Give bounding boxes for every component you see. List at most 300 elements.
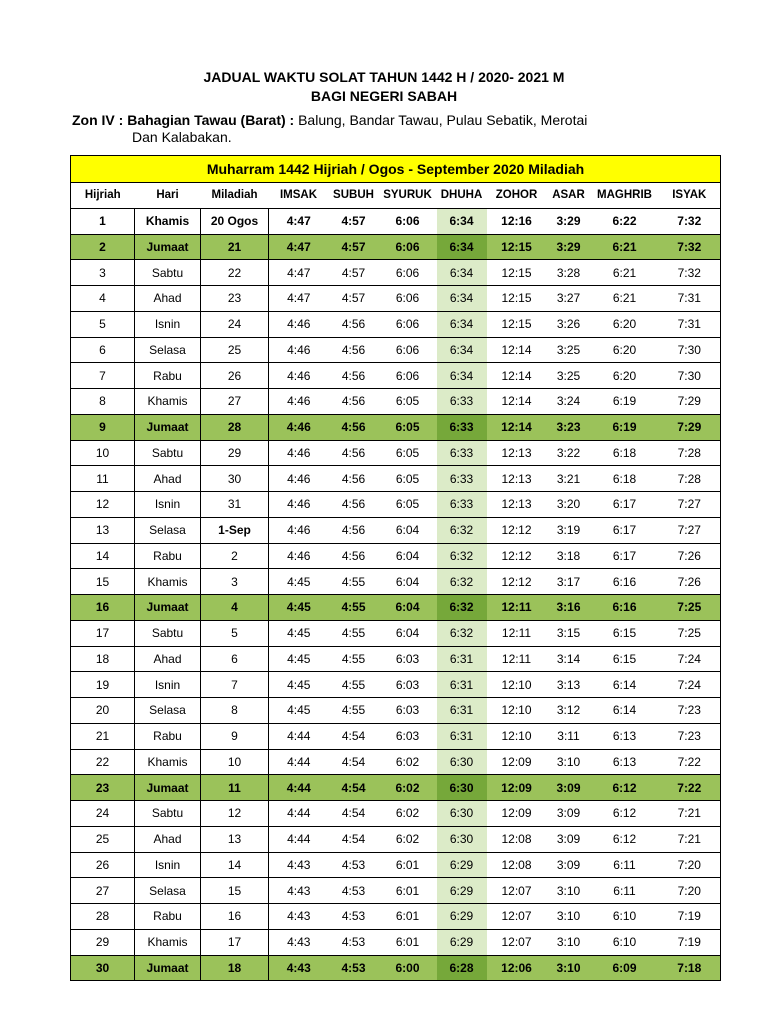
table-row	[71, 286, 721, 312]
table-cell: 5	[201, 620, 269, 646]
table-row	[71, 878, 721, 904]
table-cell: 3:25	[547, 363, 591, 389]
table-cell: 4:54	[329, 826, 379, 852]
column-header: Miladiah	[201, 183, 269, 209]
table-cell: 12:11	[487, 646, 547, 672]
table-cell: 6:34	[437, 363, 487, 389]
table-cell: 8	[71, 389, 135, 415]
table-cell: 6:20	[591, 363, 659, 389]
table-cell: 4:54	[329, 775, 379, 801]
table-cell: Selasa	[135, 337, 201, 363]
column-header: IMSAK	[269, 183, 329, 209]
table-cell: 6:16	[591, 569, 659, 595]
zone-places: Balung, Bandar Tawau, Pulau Sebatik, Merotai	[294, 112, 588, 128]
table-cell: 6:13	[591, 723, 659, 749]
table-cell: 6:02	[379, 801, 437, 827]
table-cell: 4:53	[329, 852, 379, 878]
table-cell: 9	[71, 414, 135, 440]
table-cell: 3:28	[547, 260, 591, 286]
table-cell: 4:45	[269, 672, 329, 698]
table-cell: 6:15	[591, 620, 659, 646]
table-cell: 6:34	[437, 260, 487, 286]
table-cell: 3:19	[547, 517, 591, 543]
table-cell: 6:33	[437, 466, 487, 492]
table-cell: 6:18	[591, 440, 659, 466]
table-cell: 6:04	[379, 569, 437, 595]
table-cell: 6:17	[591, 543, 659, 569]
table-row	[71, 801, 721, 827]
table-cell: 6:29	[437, 878, 487, 904]
table-cell: 4:47	[269, 286, 329, 312]
table-cell: 6:33	[437, 492, 487, 518]
table-cell: 7:29	[659, 414, 721, 440]
table-cell: Jumaat	[135, 955, 201, 981]
table-cell: 6:04	[379, 517, 437, 543]
table-cell: 3:13	[547, 672, 591, 698]
table-row	[71, 543, 721, 569]
table-cell: 6:21	[591, 286, 659, 312]
table-cell: 4:46	[269, 389, 329, 415]
table-cell: 6:09	[591, 955, 659, 981]
table-row	[71, 775, 721, 801]
table-row	[71, 414, 721, 440]
table-cell: 4:46	[269, 440, 329, 466]
table-cell: 4:46	[269, 363, 329, 389]
table-cell: Isnin	[135, 492, 201, 518]
table-cell: 4:45	[269, 620, 329, 646]
table-cell: 4:55	[329, 595, 379, 621]
table-cell: 7:31	[659, 311, 721, 337]
table-cell: 7:19	[659, 904, 721, 930]
table-cell: 6:04	[379, 595, 437, 621]
table-cell: 6:05	[379, 389, 437, 415]
table-cell: 6:34	[437, 337, 487, 363]
table-cell: 6:10	[591, 929, 659, 955]
table-cell: 4:44	[269, 775, 329, 801]
table-cell: 9	[201, 723, 269, 749]
table-cell: 12:13	[487, 492, 547, 518]
prayer-times-table	[70, 155, 721, 981]
table-cell: 4:43	[269, 878, 329, 904]
table-cell: 4:46	[269, 466, 329, 492]
table-cell: 6:02	[379, 826, 437, 852]
table-cell: 3:25	[547, 337, 591, 363]
table-cell: 6:06	[379, 286, 437, 312]
table-cell: 22	[71, 749, 135, 775]
table-cell: 7:29	[659, 389, 721, 415]
table-cell: 6:12	[591, 826, 659, 852]
table-cell: 4:57	[329, 260, 379, 286]
table-cell: 12:14	[487, 389, 547, 415]
table-cell: 4:57	[329, 234, 379, 260]
table-cell: 6:30	[437, 826, 487, 852]
table-cell: 6:34	[437, 311, 487, 337]
table-cell: 4:56	[329, 337, 379, 363]
table-cell: Rabu	[135, 363, 201, 389]
table-cell: 12:12	[487, 569, 547, 595]
table-cell: 6:01	[379, 878, 437, 904]
table-cell: 6:20	[591, 311, 659, 337]
table-cell: 6:31	[437, 698, 487, 724]
table-cell: 7:30	[659, 363, 721, 389]
table-row	[71, 826, 721, 852]
table-cell: 27	[71, 878, 135, 904]
table-cell: 12:12	[487, 517, 547, 543]
table-cell: 6:33	[437, 389, 487, 415]
table-cell: 19	[71, 672, 135, 698]
table-cell: 4:56	[329, 466, 379, 492]
table-cell: Khamis	[135, 749, 201, 775]
table-cell: 4	[201, 595, 269, 621]
table-cell: 11	[71, 466, 135, 492]
table-row	[71, 749, 721, 775]
table-row	[71, 620, 721, 646]
column-header: ISYAK	[659, 183, 721, 209]
table-cell: 12:07	[487, 929, 547, 955]
column-header-row	[71, 183, 721, 209]
table-cell: Ahad	[135, 646, 201, 672]
table-row	[71, 234, 721, 260]
table-cell: 14	[201, 852, 269, 878]
table-cell: 29	[201, 440, 269, 466]
column-header: SUBUH	[329, 183, 379, 209]
table-row	[71, 955, 721, 981]
table-cell: 4:43	[269, 904, 329, 930]
table-cell: 6:01	[379, 904, 437, 930]
table-cell: 7:25	[659, 620, 721, 646]
table-cell: Selasa	[135, 878, 201, 904]
table-cell: Jumaat	[135, 775, 201, 801]
table-cell: 4:44	[269, 723, 329, 749]
table-cell: 7:27	[659, 492, 721, 518]
table-cell: 6:04	[379, 543, 437, 569]
table-cell: 23	[71, 775, 135, 801]
table-cell: 7:26	[659, 569, 721, 595]
table-cell: Jumaat	[135, 595, 201, 621]
table-row	[71, 260, 721, 286]
table-cell: 31	[201, 492, 269, 518]
table-cell: 6:32	[437, 543, 487, 569]
table-cell: 6:03	[379, 723, 437, 749]
table-cell: Sabtu	[135, 260, 201, 286]
table-cell: 17	[201, 929, 269, 955]
table-cell: Sabtu	[135, 440, 201, 466]
table-cell: 6:33	[437, 440, 487, 466]
table-row	[71, 208, 721, 234]
table-cell: 12:12	[487, 543, 547, 569]
table-cell: 12:10	[487, 723, 547, 749]
table-cell: 13	[201, 826, 269, 852]
table-cell: 21	[71, 723, 135, 749]
table-cell: 10	[71, 440, 135, 466]
table-cell: 12:15	[487, 311, 547, 337]
table-cell: 6	[201, 646, 269, 672]
column-header: ASAR	[547, 183, 591, 209]
table-cell: 4:44	[269, 749, 329, 775]
table-cell: 4:57	[329, 208, 379, 234]
table-cell: 7:19	[659, 929, 721, 955]
table-cell: 3:22	[547, 440, 591, 466]
table-cell: 6:29	[437, 904, 487, 930]
table-cell: 7:23	[659, 698, 721, 724]
table-cell: 3:09	[547, 826, 591, 852]
table-cell: 4:43	[269, 852, 329, 878]
table-cell: 2	[201, 543, 269, 569]
table-cell: Ahad	[135, 826, 201, 852]
table-cell: Isnin	[135, 311, 201, 337]
table-cell: 4:56	[329, 363, 379, 389]
table-cell: 4:45	[269, 646, 329, 672]
table-cell: 6:10	[591, 904, 659, 930]
table-cell: Ahad	[135, 286, 201, 312]
table-cell: 4:46	[269, 414, 329, 440]
table-cell: 6:31	[437, 646, 487, 672]
table-row	[71, 723, 721, 749]
table-cell: 4:46	[269, 311, 329, 337]
table-cell: Selasa	[135, 517, 201, 543]
table-cell: 6:34	[437, 286, 487, 312]
table-cell: 6:21	[591, 234, 659, 260]
table-cell: 8	[201, 698, 269, 724]
table-cell: 7:27	[659, 517, 721, 543]
table-cell: 6:06	[379, 234, 437, 260]
table-cell: 6:15	[591, 646, 659, 672]
column-header: ZOHOR	[487, 183, 547, 209]
table-cell: 4:44	[269, 801, 329, 827]
table-cell: 7:31	[659, 286, 721, 312]
table-cell: 3	[201, 569, 269, 595]
table-cell: 20 Ogos	[201, 208, 269, 234]
table-cell: Isnin	[135, 672, 201, 698]
table-cell: 6:06	[379, 208, 437, 234]
table-cell: 7:28	[659, 466, 721, 492]
table-cell: 22	[201, 260, 269, 286]
table-body	[71, 208, 721, 981]
table-cell: 12:13	[487, 440, 547, 466]
table-cell: 25	[201, 337, 269, 363]
table-cell: 15	[201, 878, 269, 904]
table-row	[71, 569, 721, 595]
table-cell: 7:28	[659, 440, 721, 466]
table-cell: 6:14	[591, 672, 659, 698]
table-cell: 4:55	[329, 698, 379, 724]
table-cell: 7:24	[659, 672, 721, 698]
table-cell: 4:56	[329, 517, 379, 543]
table-cell: 11	[201, 775, 269, 801]
table-cell: 3:20	[547, 492, 591, 518]
table-cell: 28	[201, 414, 269, 440]
table-row	[71, 517, 721, 543]
table-cell: 4:45	[269, 569, 329, 595]
table-cell: 28	[71, 904, 135, 930]
table-cell: 7:23	[659, 723, 721, 749]
table-cell: 4:43	[269, 955, 329, 981]
table-cell: 6:12	[591, 775, 659, 801]
table-cell: 12:11	[487, 620, 547, 646]
table-cell: 6:12	[591, 801, 659, 827]
table-cell: 2	[71, 234, 135, 260]
table-cell: 6:31	[437, 723, 487, 749]
table-cell: 4:47	[269, 234, 329, 260]
table-cell: 20	[71, 698, 135, 724]
table-cell: 27	[201, 389, 269, 415]
table-cell: 6:31	[437, 672, 487, 698]
table-cell: 7:22	[659, 749, 721, 775]
table-row	[71, 311, 721, 337]
table-cell: 4:46	[269, 492, 329, 518]
table-cell: Rabu	[135, 543, 201, 569]
table-cell: 7	[71, 363, 135, 389]
table-cell: 30	[201, 466, 269, 492]
table-cell: 4:46	[269, 517, 329, 543]
table-cell: 3:09	[547, 852, 591, 878]
table-cell: 4:54	[329, 749, 379, 775]
zone-label: Zon IV : Bahagian Tawau (Barat) :	[72, 112, 295, 128]
table-cell: 3:27	[547, 286, 591, 312]
table-cell: 3:21	[547, 466, 591, 492]
table-cell: 4:55	[329, 672, 379, 698]
table-row	[71, 698, 721, 724]
table-cell: 6:22	[591, 208, 659, 234]
table-cell: 3:29	[547, 208, 591, 234]
table-cell: 6:17	[591, 517, 659, 543]
table-cell: 4:55	[329, 569, 379, 595]
table-cell: 18	[71, 646, 135, 672]
table-cell: 4	[71, 286, 135, 312]
table-row	[71, 672, 721, 698]
table-cell: 17	[71, 620, 135, 646]
table-cell: 12:10	[487, 672, 547, 698]
table-cell: 16	[201, 904, 269, 930]
table-cell: 6:32	[437, 569, 487, 595]
table-cell: 12:15	[487, 260, 547, 286]
table-cell: Khamis	[135, 208, 201, 234]
table-cell: 12:08	[487, 852, 547, 878]
table-cell: 4:57	[329, 286, 379, 312]
table-cell: 3:16	[547, 595, 591, 621]
table-cell: 12:11	[487, 595, 547, 621]
table-cell: 3:26	[547, 311, 591, 337]
table-cell: 26	[201, 363, 269, 389]
table-row	[71, 466, 721, 492]
table-cell: 3:23	[547, 414, 591, 440]
table-cell: 7:32	[659, 260, 721, 286]
table-cell: 4:53	[329, 929, 379, 955]
table-cell: 6:17	[591, 492, 659, 518]
table-cell: 4:47	[269, 208, 329, 234]
table-cell: 4:44	[269, 826, 329, 852]
table-cell: 3:09	[547, 775, 591, 801]
table-cell: 3:14	[547, 646, 591, 672]
table-cell: 12	[201, 801, 269, 827]
table-cell: 6:05	[379, 414, 437, 440]
table-cell: 13	[71, 517, 135, 543]
table-cell: 6:02	[379, 775, 437, 801]
table-cell: 6:04	[379, 620, 437, 646]
table-row	[71, 337, 721, 363]
table-cell: 6:05	[379, 440, 437, 466]
table-cell: Khamis	[135, 569, 201, 595]
table-cell: 4:54	[329, 801, 379, 827]
table-cell: 4:56	[329, 389, 379, 415]
table-cell: 4:55	[329, 620, 379, 646]
table-cell: 6:33	[437, 414, 487, 440]
table-cell: 3:11	[547, 723, 591, 749]
table-cell: 7:26	[659, 543, 721, 569]
table-cell: 7:32	[659, 234, 721, 260]
table-cell: Sabtu	[135, 801, 201, 827]
table-cell: 6:32	[437, 595, 487, 621]
table-cell: 7:24	[659, 646, 721, 672]
table-cell: Rabu	[135, 723, 201, 749]
table-cell: 15	[71, 569, 135, 595]
table-row	[71, 389, 721, 415]
column-header: Hari	[135, 183, 201, 209]
table-cell: 4:45	[269, 595, 329, 621]
table-cell: 7:25	[659, 595, 721, 621]
table-cell: 6:05	[379, 492, 437, 518]
table-cell: 29	[71, 929, 135, 955]
table-cell: Sabtu	[135, 620, 201, 646]
table-cell: 6:16	[591, 595, 659, 621]
table-cell: 6:19	[591, 389, 659, 415]
table-cell: 12:14	[487, 414, 547, 440]
table-cell: 12:08	[487, 826, 547, 852]
table-cell: 18	[201, 955, 269, 981]
table-row	[71, 595, 721, 621]
table-cell: 12:13	[487, 466, 547, 492]
table-cell: 6:01	[379, 929, 437, 955]
table-cell: 6:05	[379, 466, 437, 492]
table-cell: 3:12	[547, 698, 591, 724]
table-cell: 6:03	[379, 698, 437, 724]
table-cell: 3:17	[547, 569, 591, 595]
table-cell: 7:20	[659, 852, 721, 878]
table-cell: 7:30	[659, 337, 721, 363]
table-cell: 12:14	[487, 337, 547, 363]
table-cell: 7:22	[659, 775, 721, 801]
table-cell: 12:09	[487, 775, 547, 801]
table-cell: 7:21	[659, 826, 721, 852]
table-row	[71, 929, 721, 955]
table-cell: 12:06	[487, 955, 547, 981]
table-cell: 6	[71, 337, 135, 363]
table-cell: Rabu	[135, 904, 201, 930]
table-cell: 6:29	[437, 852, 487, 878]
table-row	[71, 492, 721, 518]
table-cell: 5	[71, 311, 135, 337]
table-cell: 14	[71, 543, 135, 569]
table-cell: Jumaat	[135, 414, 201, 440]
table-cell: 12	[71, 492, 135, 518]
table-cell: 6:30	[437, 749, 487, 775]
table-cell: 10	[201, 749, 269, 775]
table-cell: 4:47	[269, 260, 329, 286]
table-cell: 6:20	[591, 337, 659, 363]
table-cell: 6:00	[379, 955, 437, 981]
table-cell: 4:53	[329, 955, 379, 981]
page-title: JADUAL WAKTU SOLAT TAHUN 1442 H / 2020- 2021 M	[203, 69, 565, 85]
table-row	[71, 852, 721, 878]
table-row	[71, 904, 721, 930]
table-cell: 3:09	[547, 801, 591, 827]
table-cell: 7:18	[659, 955, 721, 981]
table-cell: 25	[71, 826, 135, 852]
table-cell: 6:06	[379, 260, 437, 286]
table-cell: 23	[201, 286, 269, 312]
table-cell: 7:20	[659, 878, 721, 904]
table-cell: 6:30	[437, 775, 487, 801]
